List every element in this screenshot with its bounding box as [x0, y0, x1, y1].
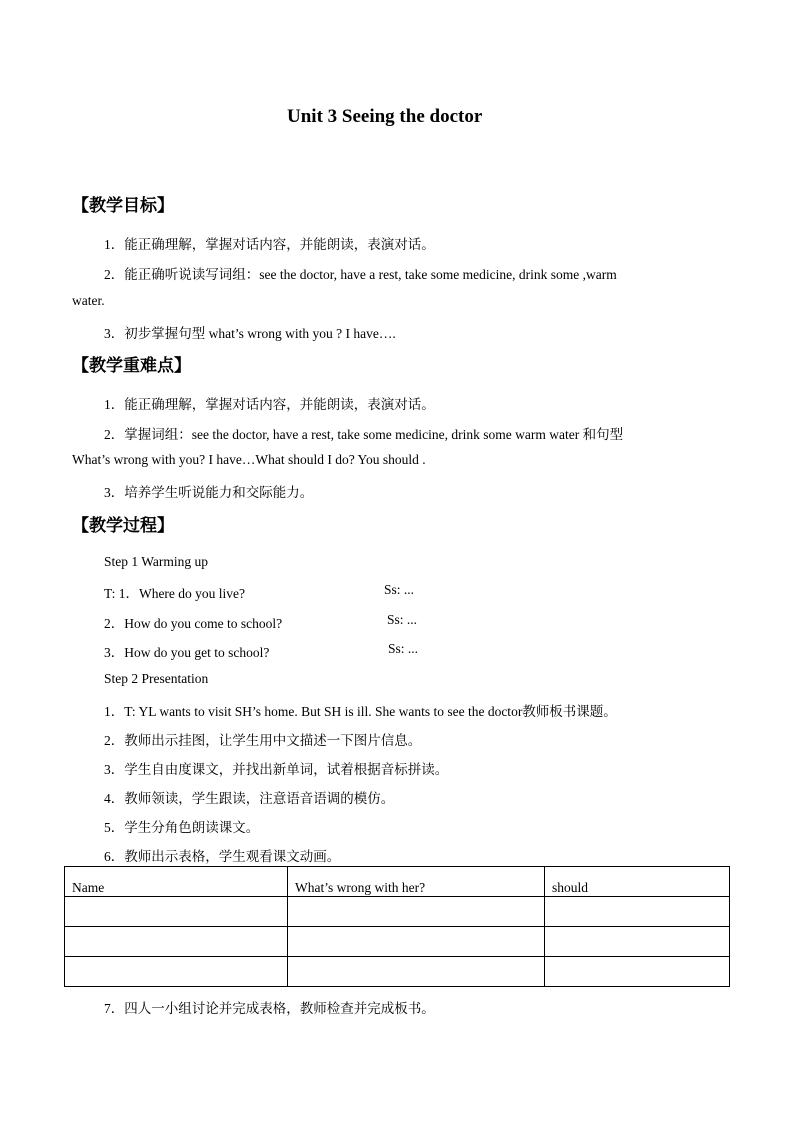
presentation-item-6: 6．教师出示表格，学生观看课文动画。 — [104, 849, 341, 864]
warmup-question-1: T: 1．Where do you live? — [104, 586, 246, 601]
presentation-item-2: 2．教师出示挂图，让学生用中文描述一下图片信息。 — [104, 733, 422, 748]
objective-item-1: 1．能正确理解，掌握对话内容，并能朗读，表演对话。 — [104, 237, 435, 252]
key-point-item-1: 1．能正确理解，掌握对话内容，并能朗读，表演对话。 — [104, 397, 435, 412]
objective-item-2: 2．能正确听说读写词组：see the doctor, have a rest, take some medicine, drink some ,warm — [104, 267, 617, 282]
header-name: Name — [65, 867, 288, 897]
process-heading: 【教学过程】 — [72, 516, 174, 536]
table-cell[interactable] — [65, 957, 288, 987]
key-points-heading: 【教学重难点】 — [72, 356, 191, 376]
key-point-item-2: 2．掌握词组：see the doctor, have a rest, take some medicine, drink some warm water 和句型 — [104, 427, 624, 442]
presentation-item-1: 1．T: YL wants to visit SH’s home. But SH is ill. She wants to see the doctor教师板书课题。 — [104, 704, 617, 719]
warmup-answer-2: Ss: ... — [387, 612, 418, 627]
table-row — [65, 897, 730, 927]
warmup-answer-1: Ss: ... — [384, 582, 415, 597]
presentation-item-4: 4．教师领读，学生跟读，注意语音语调的模仿。 — [104, 791, 395, 806]
step-2-label: Step 2 Presentation — [104, 671, 209, 686]
table-cell[interactable] — [545, 927, 730, 957]
presentation-item-3: 3．学生自由度课文，并找出新单词，试着根据音标拼读。 — [104, 762, 449, 777]
table-cell[interactable] — [65, 927, 288, 957]
warmup-question-3: 3．How do you get to school? — [104, 645, 270, 660]
table-cell[interactable] — [288, 897, 545, 927]
objective-item-3: 3．初步掌握句型 what’s wrong with you ? I have…. — [104, 326, 396, 341]
table-cell[interactable] — [65, 897, 288, 927]
header-should: should — [545, 867, 730, 897]
table-row — [65, 927, 730, 957]
presentation-item-5: 5．学生分角色朗读课文。 — [104, 820, 260, 835]
table-cell[interactable] — [288, 957, 545, 987]
step-1-label: Step 1 Warming up — [104, 554, 209, 569]
table-row — [65, 957, 730, 987]
page-title: Unit 3 Seeing the doctor — [287, 106, 483, 127]
table-cell[interactable] — [288, 927, 545, 957]
presentation-item-7: 7．四人一小组讨论并完成表格，教师检查并完成板书。 — [104, 1001, 435, 1016]
table-header-row — [65, 867, 730, 897]
key-point-item-2-cont: What’s wrong with you? I have…What should I do? You should . — [72, 452, 426, 467]
warmup-answer-3: Ss: ... — [388, 641, 419, 656]
table-cell[interactable] — [545, 897, 730, 927]
objectives-heading: 【教学目标】 — [72, 196, 174, 216]
objective-item-2-cont: water. — [72, 293, 105, 308]
table-cell[interactable] — [545, 957, 730, 987]
analysis-table — [64, 866, 730, 987]
header-whats-wrong: What’s wrong with her? — [288, 867, 545, 897]
warmup-question-2: 2．How do you come to school? — [104, 616, 283, 631]
key-point-item-3: 3．培养学生听说能力和交际能力。 — [104, 485, 314, 500]
